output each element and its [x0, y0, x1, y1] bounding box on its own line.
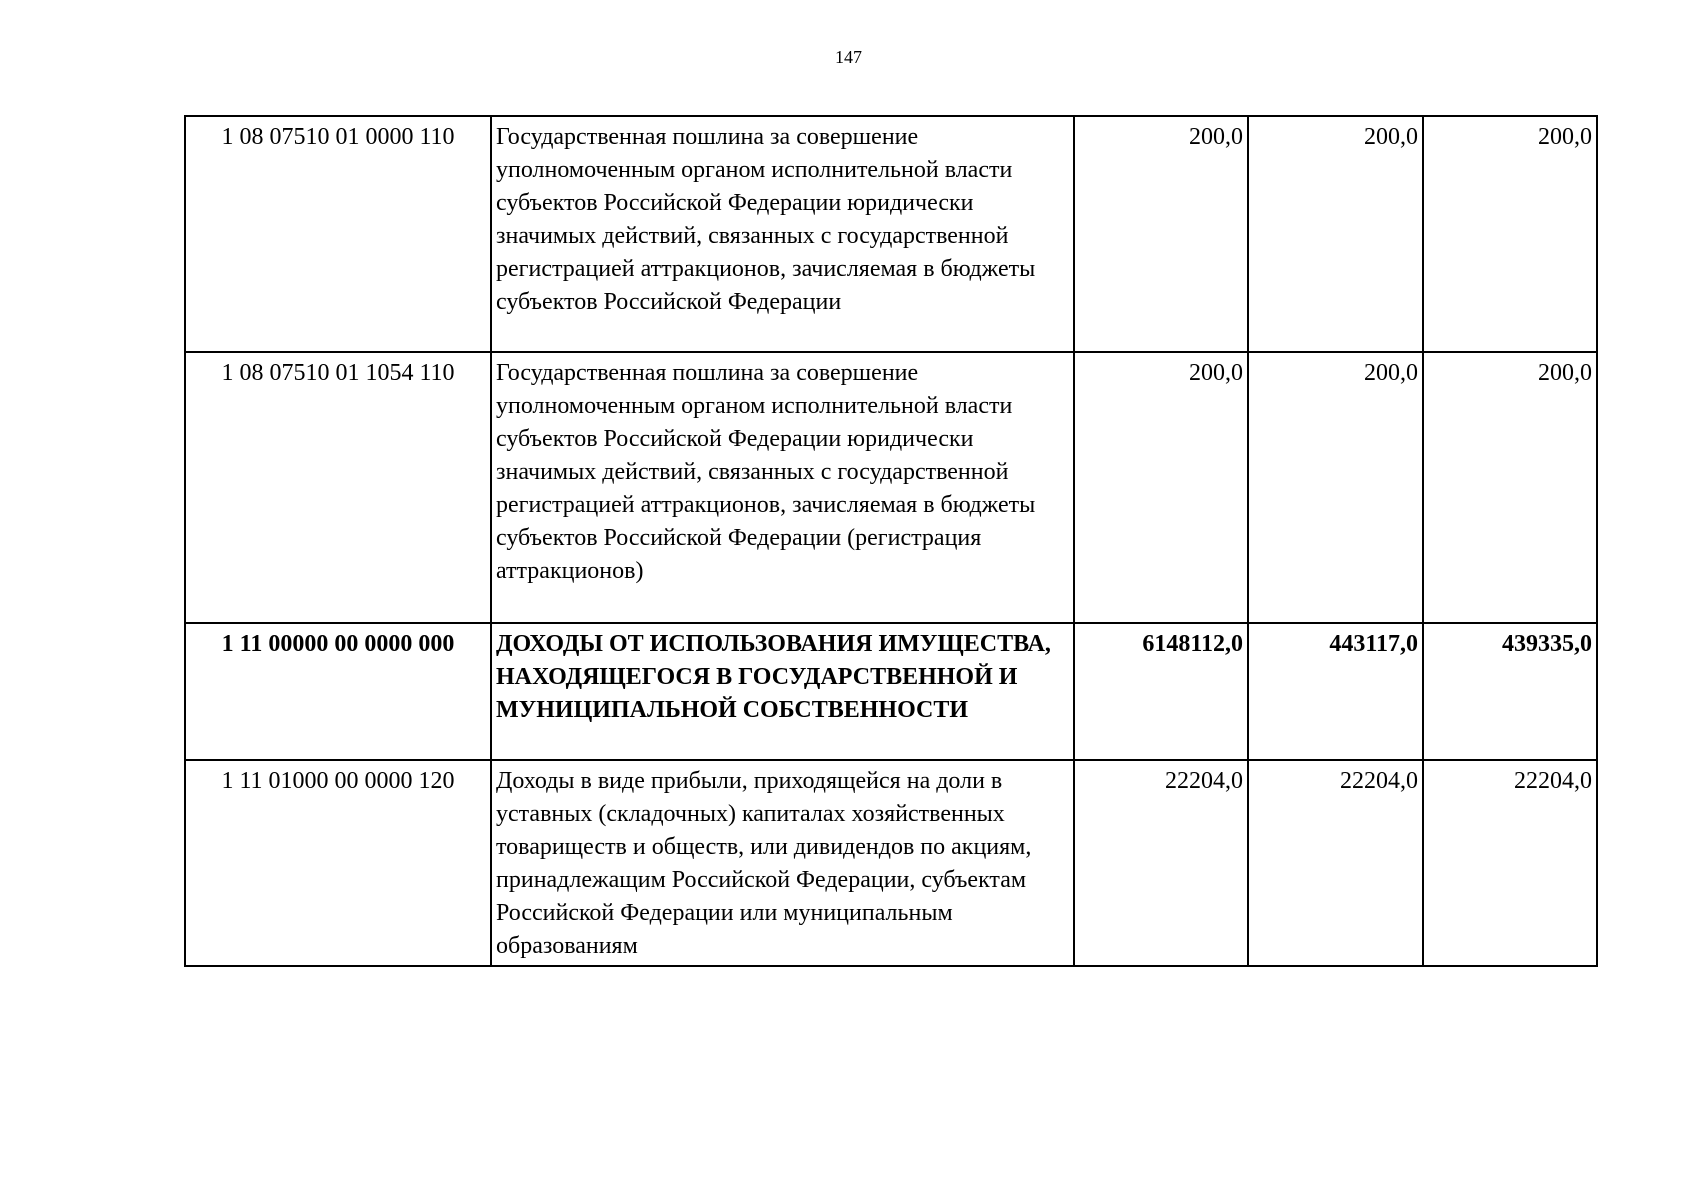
budget-code-cell: 1 11 01000 00 0000 120 [185, 760, 491, 966]
table-row [185, 760, 1597, 966]
amount-cell-year-2: 443117,0 [1248, 623, 1423, 760]
amount-cell-year-3: 200,0 [1423, 352, 1597, 623]
revenue-name-cell: Доходы в виде прибыли, приходящейся на доли в уставных (складочных) капиталах хозяйственных товариществ и обществ, или дивидендов по акциям, принадлежащим Российской Федерации, субъектам Российской Федерации или муниципальным образованиям [491, 760, 1074, 966]
amount-cell-year-3: 439335,0 [1423, 623, 1597, 760]
budget-code-cell: 1 08 07510 01 1054 110 [185, 352, 491, 623]
budget-code-cell: 1 11 00000 00 0000 000 [185, 623, 491, 760]
amount-cell-year-1: 200,0 [1074, 352, 1248, 623]
revenue-name-cell: Государственная пошлина за совершение уполномоченным органом исполнительной власти субъектов Российской Федерации юридически значимых действий, связанных с государственной регистрацией аттракционов, зачисляемая в бюджеты субъектов Российской Федерации (регистрация аттракционов) [491, 352, 1074, 623]
page-number: 147 [835, 47, 862, 67]
revenue-name-cell: Государственная пошлина за совершение уполномоченным органом исполнительной власти субъектов Российской Федерации юридически значимых действий, связанных с государственной регистрацией аттракционов, зачисляемая в бюджеты субъектов Российской Федерации [491, 116, 1074, 352]
amount-cell-year-1: 22204,0 [1074, 760, 1248, 966]
revenue-name-cell: ДОХОДЫ ОТ ИСПОЛЬЗОВАНИЯ ИМУЩЕСТВА, НАХОДЯЩЕГОСЯ В ГОСУДАРСТВЕННОЙ И МУНИЦИПАЛЬНОЙ СОБСТВЕННОСТИ [491, 623, 1074, 760]
amount-cell-year-2: 200,0 [1248, 352, 1423, 623]
amount-cell-year-1: 6148112,0 [1074, 623, 1248, 760]
budget-revenue-table [184, 115, 1598, 967]
budget-code-cell: 1 08 07510 01 0000 110 [185, 116, 491, 352]
amount-cell-year-2: 200,0 [1248, 116, 1423, 352]
amount-cell-year-2: 22204,0 [1248, 760, 1423, 966]
amount-cell-year-3: 22204,0 [1423, 760, 1597, 966]
table-row [185, 116, 1597, 352]
amount-cell-year-1: 200,0 [1074, 116, 1248, 352]
amount-cell-year-3: 200,0 [1423, 116, 1597, 352]
table-row-section-total [185, 623, 1597, 760]
table-row [185, 352, 1597, 623]
